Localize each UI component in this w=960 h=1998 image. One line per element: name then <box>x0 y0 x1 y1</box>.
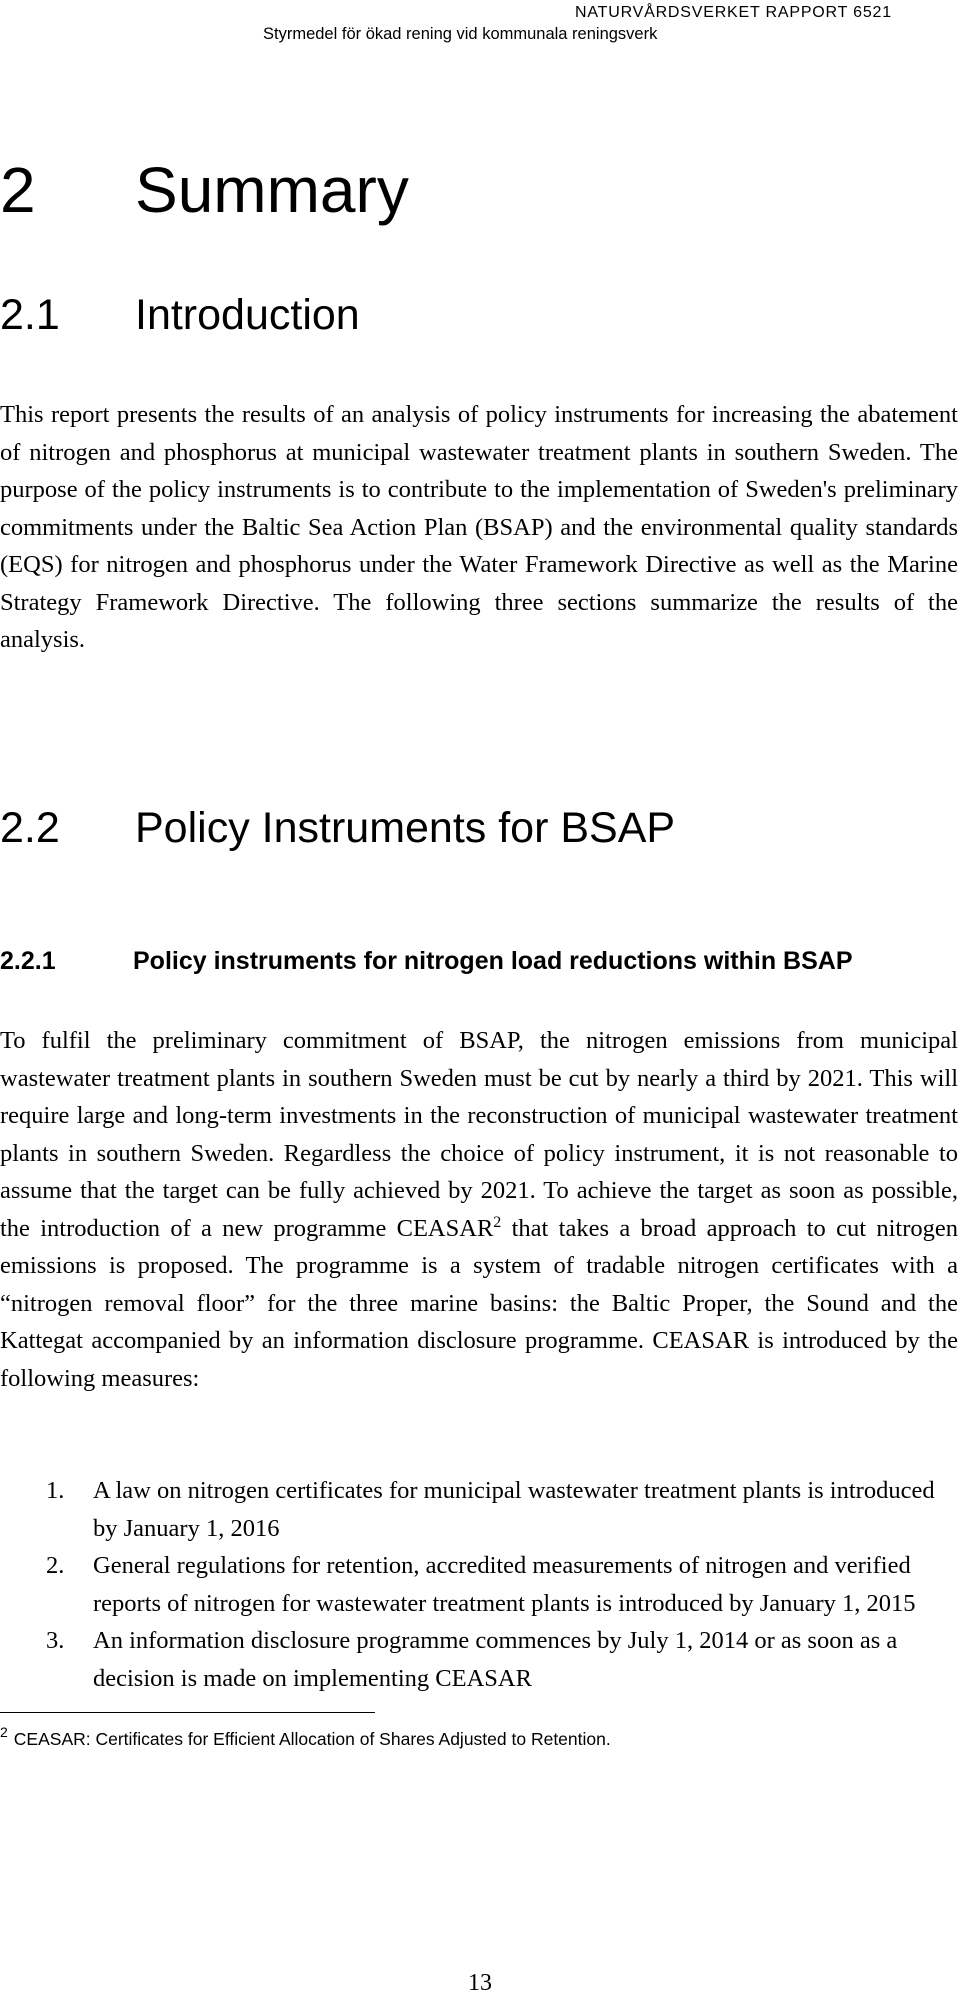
footnote <box>0 1726 611 1753</box>
nitrogen-text-part2: that takes a broad approach to cut nitrogen emissions is proposed. The programme is a system of tradable nitrogen certificates with a “nitrogen removal floor” for the three marine basins: the Baltic Proper, the Sound and the Kattegat accompanied by an information disclosure programme. CEASAR is introduced by the following measures: <box>0 1214 958 1392</box>
page-number: 13 <box>468 1970 492 1996</box>
report-title: NATURVÅRDSVERKET RAPPORT 6521 <box>575 4 892 21</box>
section-heading <box>0 150 409 230</box>
list-item <box>0 1622 958 1697</box>
footnote-text: CEASAR: Certificates for Efficient Allocation of Shares Adjusted to Retention. <box>13 1729 611 1749</box>
list-item-text: An information disclosure programme commences by July 1, 2014 or as soon as a decision is made on implementing CEASAR <box>93 1627 898 1692</box>
footnote-separator <box>0 1712 375 1713</box>
list-item <box>0 1472 958 1547</box>
list-item-number: 3. <box>46 1627 65 1654</box>
list-item-number: 1. <box>46 1477 65 1504</box>
nitrogen-number: 2.2.1 <box>0 947 56 975</box>
list-item-number: 2. <box>46 1552 65 1579</box>
list-item <box>0 1547 958 1622</box>
intro-heading <box>0 287 360 343</box>
nitrogen-title: Policy instruments for nitrogen load reductions within BSAP <box>133 947 853 975</box>
section-title: Summary <box>135 154 409 226</box>
list-item-text: General regulations for retention, accredited measurements of nitrogen and verified reports of nitrogen for wastewater treatment plants is introduced by January 1, 2015 <box>93 1552 916 1617</box>
bsap-title: Policy Instruments for BSAP <box>135 804 676 852</box>
intro-title: Introduction <box>135 291 360 339</box>
bsap-heading <box>0 800 675 856</box>
nitrogen-text-part1: To fulfil the preliminary commitment of BSAP, the nitrogen emissions from municipal wastewater treatment plants in southern Sweden must be cut by nearly a third by 2021. This will require large and long-term investments in the reconstruction of municipal wastewater treatment plants in southern Sweden. Regardless the choice of policy instrument, it is not reasonable to assume that the target can be fully achieved by 2021. To achieve the target as soon as possible, the introduction of a new programme CEASAR <box>0 1027 958 1242</box>
list-item-text: A law on nitrogen certificates for municipal wastewater treatment plants is introduced by January 1, 2016 <box>93 1477 935 1542</box>
footnote-mark: 2 <box>0 1724 8 1740</box>
intro-paragraph: This report presents the results of an analysis of policy instruments for increasing the abatement of nitrogen and phosphorus at municipal wastewater treatment plants in southern Sweden. The purpose of the policy instruments is to contribute to the implementation of Sweden's preliminary commitments under the Baltic Sea Action Plan (BSAP) and the environmental quality standards (EQS) for nitrogen and phosphorus under the Water Framework Directive as well as the Marine Strategy Framework Directive. The following three sections summarize the results of the analysis. <box>0 401 958 653</box>
nitrogen-paragraph <box>0 1022 958 1397</box>
intro-number: 2.1 <box>0 291 60 339</box>
report-subtitle: Styrmedel för ökad rening vid kommunala reningsverk <box>263 25 658 43</box>
section-number: 2 <box>0 154 36 226</box>
nitrogen-heading <box>0 943 853 979</box>
bsap-number: 2.2 <box>0 804 60 852</box>
measures-list <box>0 1472 958 1697</box>
footnote-reference: 2 <box>493 1213 502 1231</box>
